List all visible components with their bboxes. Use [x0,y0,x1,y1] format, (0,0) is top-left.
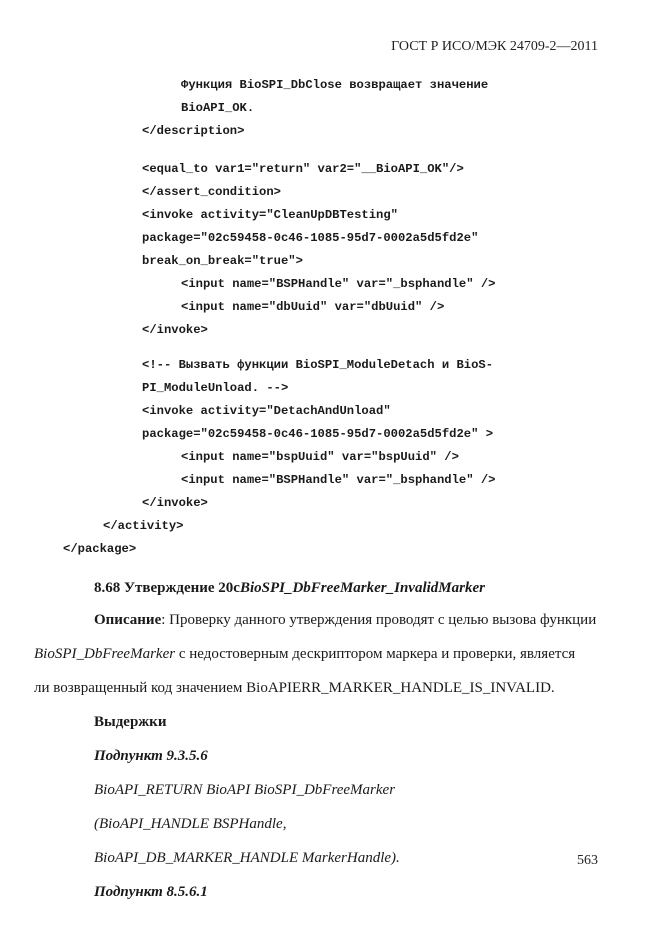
code-line: <!-- Вызвать функции BioSPI_ModuleDetach и BioS- [142,358,494,372]
code-line: <input name="dbUuid" var="dbUuid" /> [181,300,445,314]
page-number: 563 [577,853,598,868]
code-line: <equal_to var1="return" var2="__BioAPI_OK"/> [142,162,464,176]
section-assertion-name: BioSPI_DbFreeMarker_InvalidMarker [239,580,485,596]
code-line: </package> [63,542,137,556]
subclause-reference: Подпункт 9.3.5.6 [94,748,208,764]
code-line: <input name="bspUuid" var="bspUuid" /> [181,450,459,464]
code-line: break_on_break="true"> [142,254,303,268]
description-label: Описание [94,612,162,628]
code-line: </description> [142,124,245,138]
code-line: </activity> [103,519,184,533]
code-line: <input name="BSPHandle" var="_bsphandle" /> [181,473,496,487]
section-heading [94,580,485,597]
code-line: </assert_condition> [142,185,281,199]
subclause-reference: Подпункт 8.5.6.1 [94,884,208,900]
code-line: package="02c59458-0c46-1085-95d7-0002a5d5fd2e" > [142,427,494,441]
description-line-3: ли возвращенный код значением BioAPIERR_MARKER_HANDLE_IS_INVALID. [34,680,555,696]
code-line: BioAPI_OK. [181,101,255,115]
description-line-2: BioSPI_DbFreeMarker с недостоверным дескриптором маркера и проверки, является [34,646,576,662]
code-line: </invoke> [142,496,208,510]
description-line-1: Описание: Проверку данного утверждения проводят с целью вызова функции [94,612,597,628]
code-line: package="02c59458-0c46-1085-95d7-0002a5d5fd2e" [142,231,479,245]
excerpts-heading: Выдержки [94,714,167,730]
code-line: <invoke activity="DetachAndUnload" [142,404,391,418]
code-line: <input name="BSPHandle" var="_bsphandle" /> [181,277,496,291]
code-line: </invoke> [142,323,208,337]
document-header: ГОСТ Р ИСО/МЭК 24709-2—2011 [391,39,598,54]
signature-line: BioAPI_RETURN BioAPI BioSPI_DbFreeMarker [94,782,396,798]
section-number: 8.68 Утверждение 20с [94,580,240,596]
signature-line: (BioAPI_HANDLE BSPHandle, [94,816,287,832]
code-line: <invoke activity="CleanUpDBTesting" [142,208,398,222]
function-name: BioSPI_DbFreeMarker [34,646,176,662]
code-line: Функция BioSPI_DbClose возвращает значение [181,78,489,92]
signature-line: BioAPI_DB_MARKER_HANDLE MarkerHandle). [94,850,400,866]
code-line: PI_ModuleUnload. --> [142,381,289,395]
